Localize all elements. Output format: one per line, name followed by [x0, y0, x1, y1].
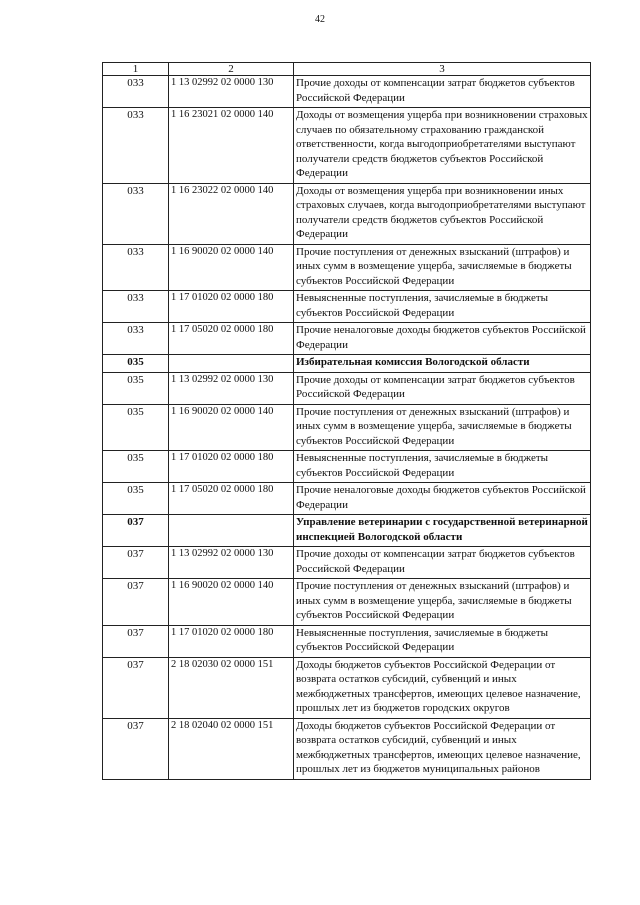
- table-group-row: [103, 355, 591, 373]
- admin-code-cell: 037: [103, 718, 169, 779]
- revenue-code-cell: 2 18 02030 02 0000 151: [169, 657, 294, 718]
- revenue-code-cell: [169, 515, 294, 547]
- revenue-code-cell: [169, 355, 294, 373]
- admin-code-cell: 035: [103, 372, 169, 404]
- revenue-name-cell: Невыясненные поступления, зачисляемые в бюджеты субъектов Российской Федерации: [294, 625, 591, 657]
- table-header-row: [103, 63, 591, 76]
- admin-code-cell: 037: [103, 657, 169, 718]
- revenue-name-cell: Невыясненные поступления, зачисляемые в бюджеты субъектов Российской Федерации: [294, 291, 591, 323]
- table-row: [103, 718, 591, 779]
- revenue-code-cell: 1 16 90020 02 0000 140: [169, 579, 294, 626]
- revenue-name-cell: Прочие поступления от денежных взысканий (штрафов) и иных сумм в возмещение ущерба, зачисляемые в бюджеты субъектов Российской Федерации: [294, 404, 591, 451]
- revenue-code-cell: 1 16 23022 02 0000 140: [169, 183, 294, 244]
- admin-code-cell: 037: [103, 547, 169, 579]
- admin-code-cell: 033: [103, 76, 169, 108]
- table-row: [103, 183, 591, 244]
- column-header-admin: 1: [103, 63, 169, 76]
- revenue-name-cell: Избирательная комиссия Вологодской области: [294, 355, 591, 373]
- table-row: [103, 372, 591, 404]
- admin-code-cell: 033: [103, 291, 169, 323]
- revenue-code-cell: 1 17 05020 02 0000 180: [169, 483, 294, 515]
- revenue-code-cell: 1 16 90020 02 0000 140: [169, 244, 294, 291]
- revenue-name-cell: Доходы бюджетов субъектов Российской Федерации от возврата остатков субсидий, субвенций и иных межбюджетных трансфертов, имеющих целевое назначение, прошлых лет из бюджетов городских округов: [294, 657, 591, 718]
- revenue-code-cell: 1 17 01020 02 0000 180: [169, 451, 294, 483]
- revenue-name-cell: Доходы бюджетов субъектов Российской Федерации от возврата остатков субсидий, субвенций и иных межбюджетных трансфертов, имеющих целевое назначение, прошлых лет из бюджетов муниципальных районов: [294, 718, 591, 779]
- page-number: 42: [315, 14, 325, 25]
- column-header-name: 3: [294, 63, 591, 76]
- revenue-name-cell: Прочие доходы от компенсации затрат бюджетов субъектов Российской Федерации: [294, 372, 591, 404]
- revenue-code-cell: 1 17 01020 02 0000 180: [169, 291, 294, 323]
- revenue-name-cell: Прочие поступления от денежных взысканий (штрафов) и иных сумм в возмещение ущерба, зачисляемые в бюджеты субъектов Российской Федерации: [294, 244, 591, 291]
- table-row: [103, 579, 591, 626]
- revenue-name-cell: Управление ветеринарии с государственной ветеринарной инспекцией Вологодской области: [294, 515, 591, 547]
- revenue-code-cell: 1 16 90020 02 0000 140: [169, 404, 294, 451]
- admin-code-cell: 035: [103, 451, 169, 483]
- admin-code-cell: 035: [103, 404, 169, 451]
- revenue-code-cell: 1 13 02992 02 0000 130: [169, 547, 294, 579]
- revenue-name-cell: Невыясненные поступления, зачисляемые в бюджеты субъектов Российской Федерации: [294, 451, 591, 483]
- revenue-name-cell: Прочие доходы от компенсации затрат бюджетов субъектов Российской Федерации: [294, 547, 591, 579]
- revenue-name-cell: Доходы от возмещения ущерба при возникновении страховых случаев по обязательному страхованию гражданской ответственности, когда выгодоприобретателями выступают получатели средств бюджетов субъектов Российской Федерации: [294, 108, 591, 184]
- revenue-name-cell: Прочие неналоговые доходы бюджетов субъектов Российской Федерации: [294, 323, 591, 355]
- admin-code-cell: 035: [103, 355, 169, 373]
- revenue-name-cell: Прочие неналоговые доходы бюджетов субъектов Российской Федерации: [294, 483, 591, 515]
- revenue-code-cell: 1 17 05020 02 0000 180: [169, 323, 294, 355]
- table-row: [103, 76, 591, 108]
- admin-code-cell: 033: [103, 323, 169, 355]
- table-row: [103, 625, 591, 657]
- table-row: [103, 451, 591, 483]
- table-body: [103, 76, 591, 780]
- revenue-name-cell: Прочие поступления от денежных взысканий (штрафов) и иных сумм в возмещение ущерба, зачисляемые в бюджеты субъектов Российской Федерации: [294, 579, 591, 626]
- revenue-codes-table: [102, 62, 591, 780]
- revenue-code-cell: 2 18 02040 02 0000 151: [169, 718, 294, 779]
- admin-code-cell: 033: [103, 108, 169, 184]
- revenue-name-cell: Прочие доходы от компенсации затрат бюджетов субъектов Российской Федерации: [294, 76, 591, 108]
- table-row: [103, 404, 591, 451]
- admin-code-cell: 037: [103, 625, 169, 657]
- table-row: [103, 108, 591, 184]
- admin-code-cell: 035: [103, 483, 169, 515]
- admin-code-cell: 033: [103, 244, 169, 291]
- admin-code-cell: 037: [103, 515, 169, 547]
- table-row: [103, 657, 591, 718]
- revenue-name-cell: Доходы от возмещения ущерба при возникновении иных страховых случаев, когда выгодоприобретателями выступают получатели средств бюджетов субъектов Российской Федерации: [294, 183, 591, 244]
- table-row: [103, 547, 591, 579]
- revenue-code-cell: 1 13 02992 02 0000 130: [169, 372, 294, 404]
- revenue-code-cell: 1 16 23021 02 0000 140: [169, 108, 294, 184]
- table-row: [103, 323, 591, 355]
- admin-code-cell: 033: [103, 183, 169, 244]
- column-header-code: 2: [169, 63, 294, 76]
- table-row: [103, 483, 591, 515]
- revenue-code-cell: 1 17 01020 02 0000 180: [169, 625, 294, 657]
- table-row: [103, 291, 591, 323]
- admin-code-cell: 037: [103, 579, 169, 626]
- table-group-row: [103, 515, 591, 547]
- table-row: [103, 244, 591, 291]
- revenue-code-cell: 1 13 02992 02 0000 130: [169, 76, 294, 108]
